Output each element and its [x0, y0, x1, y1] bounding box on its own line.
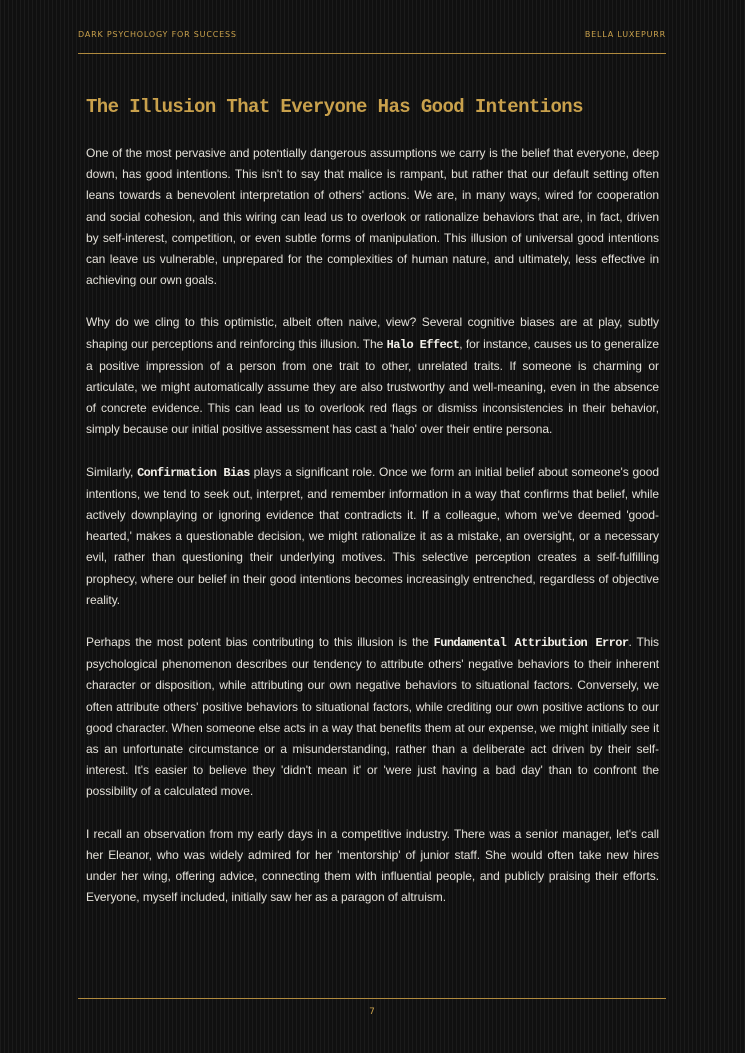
paragraph-3-intro: Similarly, — [86, 464, 138, 479]
running-header — [78, 30, 666, 54]
running-footer — [78, 998, 666, 1017]
book-title: DARK PSYCHOLOGY FOR SUCCESS — [78, 30, 237, 39]
paragraph-3 — [86, 462, 659, 611]
chapter-title: The Illusion That Everyone Has Good Intentions — [86, 96, 583, 118]
paragraph-4 — [86, 632, 659, 803]
paragraph-3-rest: plays a significant role. Once we form an initial belief about someone's good intentions, we tend to seek out, interpret, and remember information in a way that confirms that belief, while actively downplaying or ignoring evidence that contradicts it. If a colleague, whom we've deemed 'good-hearted,' makes a questionable decision, we might rationalize it as a mistake, an oversight, or a necessary evil, rather than questioning their underlying motives. This selective perception creates a self-fulfilling prophecy, where our belief in their good intentions becomes increasingly entrenched, regardless of objective reality. — [86, 464, 659, 607]
paragraph-2-rest: , for instance, causes us to generalize a positive impression of a person from one trait to other, unrelated traits. If someone is charming or articulate, we might automatically assume they are also trustworthy and well-meaning, even in the absence of concrete evidence. This can lead us to overlook red flags or dismiss inconsistencies in their behavior, simply because our initial positive assessment has cast a 'halo' over their entire persona. — [86, 336, 660, 437]
paragraph-2-intro: Why do we cling to this optimistic, albeit often naive, view? Several cognitive biases are at play, subtly shaping our perceptions and reinforcing this illusion. The — [86, 315, 659, 351]
paragraph-4-intro: Perhaps the most potent bias contributing to this illusion is the — [86, 635, 434, 650]
term-halo-effect: Halo Effect — [386, 337, 460, 352]
paragraph-1: One of the most pervasive and potentially dangerous assumptions we carry is the belief that everyone, deep down, has good intentions. This isn't to say that malice is rampant, but rather that our default setting often leans towards a benevolent interpretation of others' actions. We are, in many ways, wired for cooperation and social cohesion, and this wiring can lead us to overlook or rationalize behaviors that are, in fact, driven by self-interest, competition, or even subtle forms of manipulation. This illusion of universal good intentions can leave us vulnerable, unprepared for the complexities of human nature, and ultimately, less effective in achieving our own goals. — [86, 146, 659, 288]
term-fundamental-attribution-error: Fundamental Attribution Error — [433, 636, 629, 651]
page-number: 7 — [369, 1007, 375, 1017]
term-confirmation-bias: Confirmation Bias — [137, 465, 250, 480]
body-text — [86, 143, 659, 930]
author-name: BELLA LUXEPURR — [584, 30, 666, 39]
paragraph-2 — [86, 312, 659, 440]
paragraph-5: I recall an observation from my early days in a competitive industry. There was a senior manager, let's call her Eleanor, who was widely admired for her 'mentorship' of junior staff. She would often take new hires under her wing, offering advice, connecting them with influential people, and publicly praising their efforts. Everyone, myself included, initially saw her as a paragon of altruism. — [86, 826, 659, 905]
paragraph-4-rest: . This psychological phenomenon describes our tendency to attribute others' negative behaviors to their inherent character or disposition, while attributing our own negative behaviors to situational factors. Conversely, we often attribute others' positive behaviors to situational factors, while crediting our own positive actions to our good character. When someone else acts in a way that benefits them at our expense, we might initially see it as an unfortunate circumstance or a misunderstanding, rather than a deliberate act driven by their self-interest. It's easier to believe they 'didn't mean it' or 'were just having a bad day' than to confront the possibility of a calculated move. — [86, 635, 659, 799]
